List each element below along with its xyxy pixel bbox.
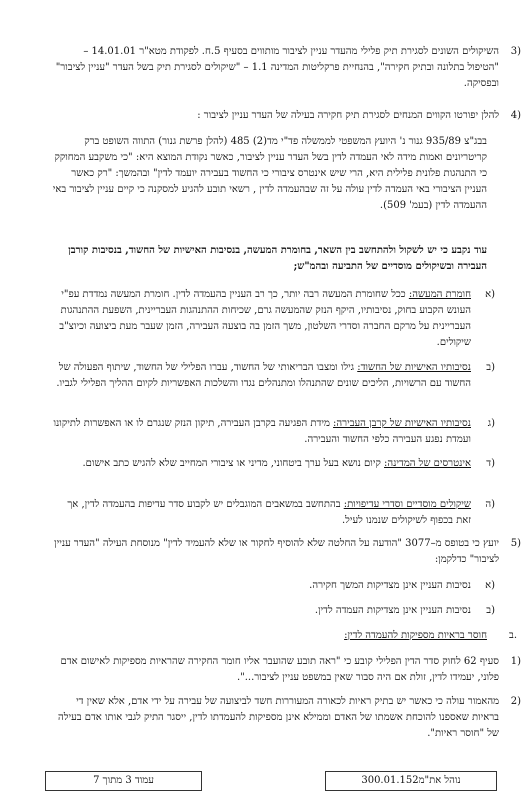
ganor-quote: בבג"צ 935/89 גנור נ' היועץ המשפטי לממשלה פד"י מד(2) 485 (להלן פרשת גנור) התווה השופט ברק קריטריונים ואמות מידה לאי העמדה לדין בשל העדר עניין לציבור, כאשר נקודת המוצא היא: "כי משקבע המחוקק כי התנהגות פלונית פלילית היא, הרי שיש אינטרס ציבורי כי החשוד בעבירה יועמד לדין" ובהמשך: "רק כאשר העניין הציבורי באי העמדה לדין עולה על זה שבהעמדה לדין , רשאי תובע להגיע למסקנה כי קיים עניין לציבור באי ההעמדה לדין (בעמ' 509). — [52, 136, 487, 211]
consideration-victim: ג) נסיבותיו האישיות של קרבן העבירה: מידת הפגיעה בקרבן העבירה, תיקון הנזק שנגרם לו או האפשרות לתיקונו ועמדת נפגע העבירה כלפי החשוד והעבירה. — [53, 418, 495, 445]
item-5-sub-b: ב) נסיבות העניין אינן מצדיקות העמדה לדין. — [314, 605, 495, 616]
consideration-title: נסיבותיו האישיות של קרבן העבירה: — [333, 418, 471, 429]
consideration-title: אינטרסים של המדינה: — [384, 458, 471, 469]
page-number: עמוד 3 מתוך 7 — [93, 775, 154, 786]
doc-reference-box — [325, 771, 497, 791]
item-5 — [51, 536, 521, 568]
consideration-title: נסיבותיו האישיות של החשוד: — [357, 362, 471, 373]
item-number: 2) — [510, 696, 521, 707]
item-number: 1) — [510, 656, 521, 667]
item-text: יועץ כי בטופס מ–3077 "הודעה על החלטה שלא להוסיף לחקור או שלא להעמיד לדין" מנוסחת העילה "העדר עניין לציבור" כדלקמן: — [54, 538, 499, 565]
consideration-text: מידת הפגיעה בקרבן העבירה, תיקון הנזק שנגרם לו או האפשרות לתיקונו ועמדת נפגע העבירה כלפי החשוד והעבירה. — [53, 418, 471, 445]
consideration-state: ד) אינטרסים של המדינה: קיום נושא בעל ערך ביטחוני, מדיני או ציבורי המחייב שלא להגיש כתב אישום. — [82, 458, 495, 469]
consideration-institutional: ה) שיקולים מוסדיים וסדרי עדיפויות: בהתחשב במשאבים המוגבלים יש לקבוע סדר עדיפות בהעמדה לדין, אך זאת בכפוף לשיקולים שנמנו לעיל. — [67, 499, 495, 526]
item-text: השיקולים השונים לסגירת תיק פלילי מהעדר עניין לציבור מותווים בסעיף 5.ח. לפקודת מטא"ר 14.01.01 – "הטיפול בתלונה ובתיק חקירה", בהנחיית פרקליטות המדינה 1.1 – "שיקולים לסגירת תיק בשל העדר "עניין לציבור" ובפסיקה. — [55, 46, 499, 89]
considerations-intro: עוד נקבע כי יש לשקול ולהתחשב בין השאר, בחומרת המעשה, בנסיבות האישיות של החשוד, בנסיבות קורבן העבירה ובשיקולים מוסדיים של התביעה ובהמ"ש; — [68, 245, 487, 272]
item-text: מהאמור עולה כי כאשר יש בתיק ראיות לכאורה המעוררות חשד לביצועה של עבירה על ידי אדם, אלא שאין די בראיות שאספנו להוכחת אשמתו של האדם וממילא אינן מספיקות להעמדתו לדין, ייסגר התיק לגבי אותו אדם בעילה של "חוסר ראיות". — [58, 696, 499, 739]
section-title: חוסר בראיות מספיקות להעמדה לדין: — [344, 630, 487, 641]
item-3 — [51, 44, 521, 92]
section-b-heading: ב. חוסר בראיות מספיקות להעמדה לדין: — [344, 630, 517, 641]
doc-reference: נוהל את"מ300.01.152 — [361, 775, 461, 786]
page-number-box — [45, 771, 202, 791]
item-number: 4) — [510, 110, 521, 121]
consideration-title: חומרת המעשה: — [408, 289, 471, 300]
consideration-severity: א) חומרת המעשה: ככל שחומרת המעשה רבה יותר, כך רב העניין בהעמדה לדין. חומרת המעשה נמדדת עפ"י העונש הקבוע בחוק, נסיבותיו, היקף הנזק שהמעשה גרם, שכיחות ההתנהגות העבריינית, השפעת ההתנהגות העבריינית על מרקם החברה וסדרי השלטון, משך הזמן בה בוצעה העבירה, הזמן שעבר מעת ביצועה וכיוצ"ב שיקולים. — [59, 289, 495, 348]
item-number: 5) — [510, 538, 521, 549]
item-text: סעיף 62 לחוק סדר הדין הפלילי קובע כי "ראה תובע שהועבר אליו חומר החקירה שהראיות מספיקות לאישום אדם פלוני, יעמידו לדין, זולת אם היה סבור שאין במשפט עניין לציבור...". — [60, 656, 499, 683]
consideration-text: ככל שחומרת המעשה רבה יותר, כך רב העניין בהעמדה לדין. חומרת המעשה נמדדת עפ"י העונש הקבוע בחוק, נסיבותיו, היקף הנזק שהמעשה גרם, שכיחות ההתנהגות העבריינית, השפעת ההתנהגות העבריינית על מרקם החברה וסדרי השלטון, משך הזמן בה בוצעה העבירה, הזמן שעבר מעת ביצועה וכיוצ"ב שיקולים. — [59, 289, 471, 348]
item-number: 3) — [510, 46, 521, 57]
item-4 — [51, 108, 521, 124]
consideration-text: קיום נושא בעל ערך ביטחוני, מדיני או ציבורי המחייב שלא להגיש כתב אישום. — [82, 458, 385, 469]
section-b-item-2 — [51, 694, 521, 742]
consideration-suspect: ב) נסיבותיו האישיות של החשוד: גילו ומצבו הבריאותי של החשוד, עברו הפלילי של החשוד, שיתוף הפעולה של החשוד עם הרשויות, הליכים שונים שהתנהלו ומתנהלים נגדו והשלכות האפשריות לקיום ההליך הפלילי לגביו. — [56, 362, 495, 389]
consideration-text: גילו ומצבו הבריאותי של החשוד, עברו הפלילי של החשוד, שיתוף הפעולה של החשוד עם הרשויות, הליכים שונים שהתנהלו ומתנהלים נגדו והשלכות האפשריות לקיום ההליך הפלילי לגביו. — [56, 362, 471, 389]
section-b-item-1 — [51, 654, 521, 686]
item-text: להלן יפורטו הקווים המנחים לסגירת תיק חקירה בעילה של העדר עניין לציבור : — [197, 110, 499, 121]
item-5-sub-a: א) נסיבות העניין אינן מצדיקות המשך חקירה. — [309, 580, 495, 591]
consideration-title: שיקולים מוסדיים וסדרי עדיפויות: — [343, 499, 471, 510]
consideration-text: בהתחשב במשאבים המוגבלים יש לקבוע סדר עדיפות בהעמדה לדין, אך זאת בכפוף לשיקולים שנמנו לעיל. — [67, 499, 471, 526]
